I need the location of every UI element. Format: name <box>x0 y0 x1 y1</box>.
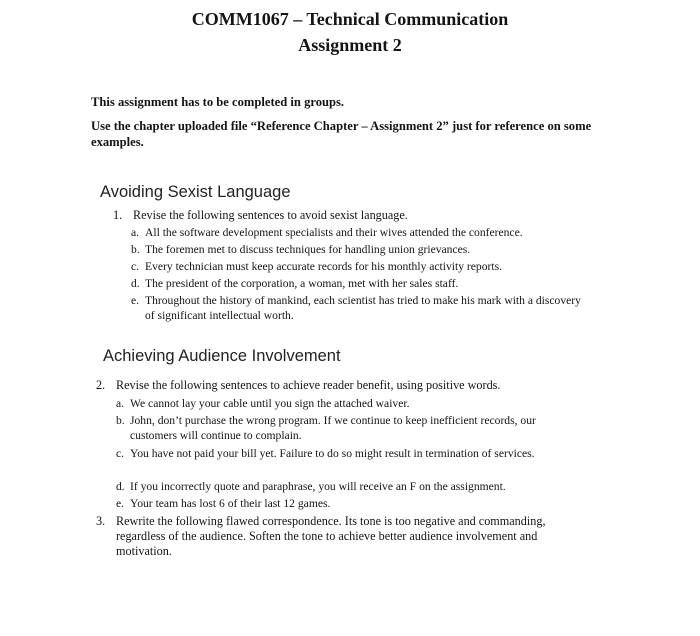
item-letter: d. <box>131 277 140 290</box>
item-text: The president of the corporation, a woman, met with her sales staff. <box>145 277 459 290</box>
item-letter: e. <box>116 497 125 510</box>
list-item <box>116 446 586 476</box>
question-text: Rewrite the following flawed correspondence. Its tone is too negative and commanding, regardless of the audience. Soften the tone to achieve better audience involvement and motivation. <box>116 514 546 558</box>
question-text: Revise the following sentences to avoid sexist language. <box>133 208 408 222</box>
section-heading-audience-involvement: Achieving Audience Involvement <box>103 347 341 365</box>
item-text: We cannot lay your cable until you sign the attached waiver. <box>130 397 410 410</box>
list-item <box>131 276 591 291</box>
groups-note: This assignment has to be completed in groups. <box>91 95 345 109</box>
question-1 <box>113 208 603 223</box>
list-item <box>116 413 586 443</box>
list-item <box>116 396 586 411</box>
question-number: 1. <box>113 208 123 222</box>
question-3 <box>96 514 586 560</box>
question-number: 3. <box>96 514 106 528</box>
item-text: Every technician must keep accurate records for his monthly activity reports. <box>145 260 503 273</box>
course-title: COMM1067 – Technical Communication <box>191 9 509 29</box>
list-item <box>116 496 586 511</box>
item-letter: e. <box>131 294 140 307</box>
item-letter: c. <box>116 447 125 460</box>
list-item <box>131 242 591 257</box>
item-letter: b. <box>131 243 140 256</box>
question-2 <box>96 378 586 393</box>
item-letter: a. <box>131 226 140 239</box>
section-heading-sexist-language: Avoiding Sexist Language <box>100 183 291 201</box>
item-text: If you incorrectly quote and paraphrase, you will receive an F on the assignment. <box>130 480 506 493</box>
assignment-title: Assignment 2 <box>298 35 402 55</box>
item-letter: a. <box>116 397 125 410</box>
list-item <box>131 293 591 323</box>
item-text: John, don’t purchase the wrong program. If we continue to keep inefficient records, our customers will continue to complain. <box>130 414 536 442</box>
item-text: You have not paid your bill yet. Failure to do so might result in termination of services. <box>130 447 535 460</box>
question-text: Revise the following sentences to achieve reader benefit, using positive words. <box>116 378 501 392</box>
question-number: 2. <box>96 378 106 392</box>
list-item <box>131 225 591 240</box>
item-letter: b. <box>116 414 125 427</box>
item-text: Throughout the history of mankind, each scientist has tried to make his mark with a discovery of significant intellectual worth. <box>145 294 581 322</box>
item-text: Your team has lost 6 of their last 12 games. <box>130 497 331 510</box>
list-item <box>116 479 586 494</box>
item-letter: c. <box>131 260 140 273</box>
list-item <box>131 259 591 274</box>
item-letter: d. <box>116 480 125 493</box>
reference-note: Use the chapter uploaded file “Reference Chapter – Assignment 2” just for reference on some examples. <box>91 119 592 149</box>
item-text: All the software development specialists and their wives attended the conference. <box>145 226 523 239</box>
item-text: The foremen met to discuss techniques for handling union grievances. <box>145 243 471 256</box>
